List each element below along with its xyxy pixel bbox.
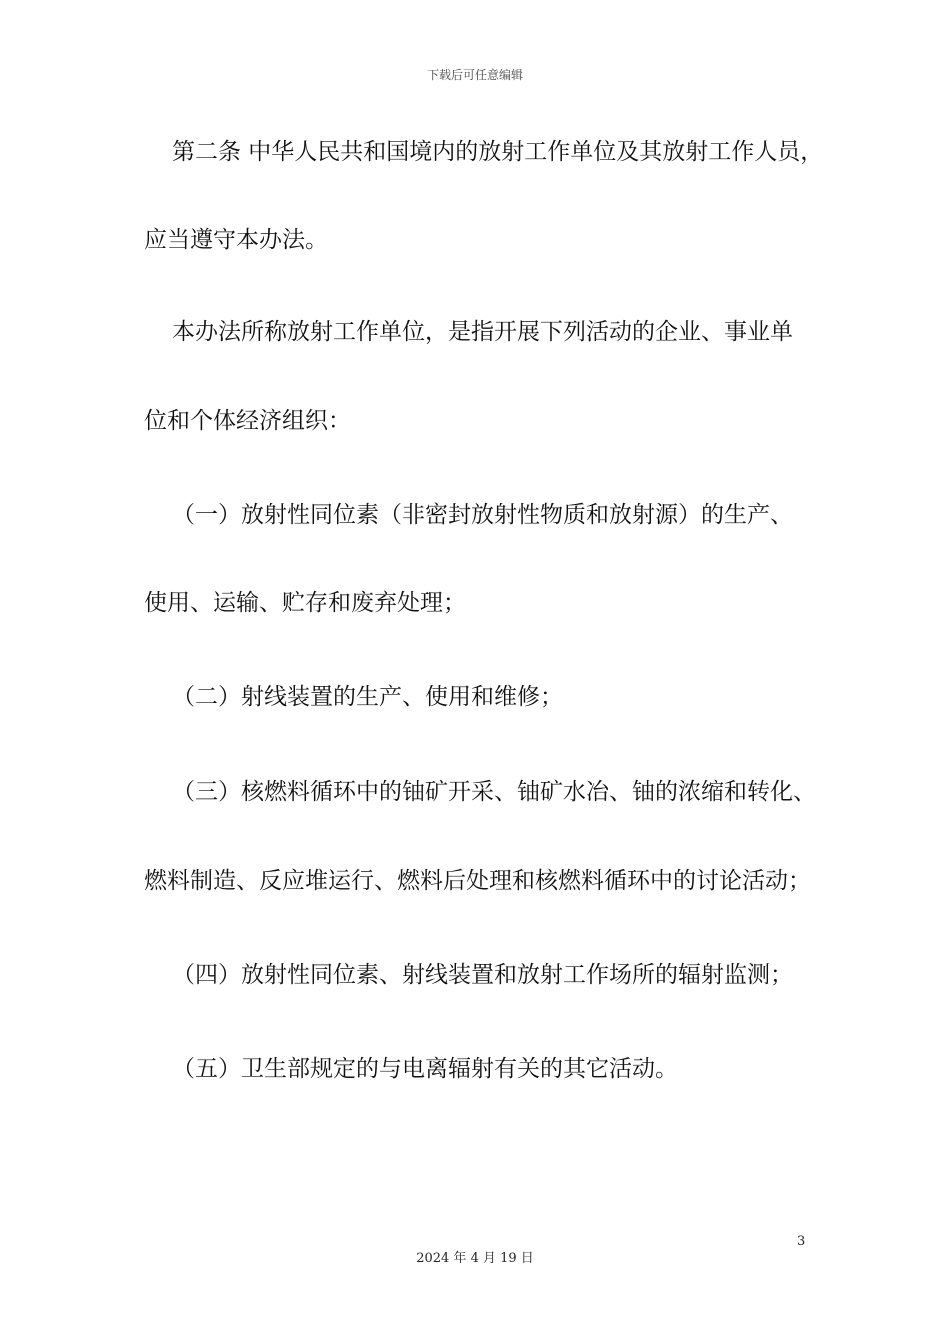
paragraph-line: （四）放射性同位素、射线装置和放射工作场所的辐射监测；: [172, 962, 793, 988]
paragraph-line: 第二条 中华人民共和国境内的放射工作单位及其放射工作人员，: [172, 139, 824, 165]
paragraph-line: （三）核燃料循环中的铀矿开采、铀矿水冶、铀的浓缩和转化、: [172, 779, 816, 805]
paragraph-line: 本办法所称放射工作单位，是指开展下列活动的企业、事业单: [172, 319, 793, 345]
paragraph-line: 燃料制造、反应堆运行、燃料后处理和核燃料循环中的讨论活动；: [144, 868, 811, 894]
paragraph-line: 位和个体经济组织：: [144, 408, 351, 434]
paragraph-line: 应当遵守本办法。: [144, 227, 328, 253]
header-note: 下载后可任意编辑: [426, 68, 523, 82]
paragraph-line: 使用、运输、贮存和废弃处理；: [144, 590, 466, 616]
paragraph-line: （五）卫生部规定的与电离辐射有关的其它活动。: [172, 1056, 678, 1082]
footer-date: 2024 年 4 月 19 日: [416, 1251, 534, 1266]
paragraph-line: （一）放射性同位素（非密封放射性物质和放射源）的生产、: [172, 502, 793, 528]
paragraph-line: （二）射线装置的生产、使用和维修；: [172, 684, 563, 710]
page-number: 3: [797, 1234, 806, 1249]
